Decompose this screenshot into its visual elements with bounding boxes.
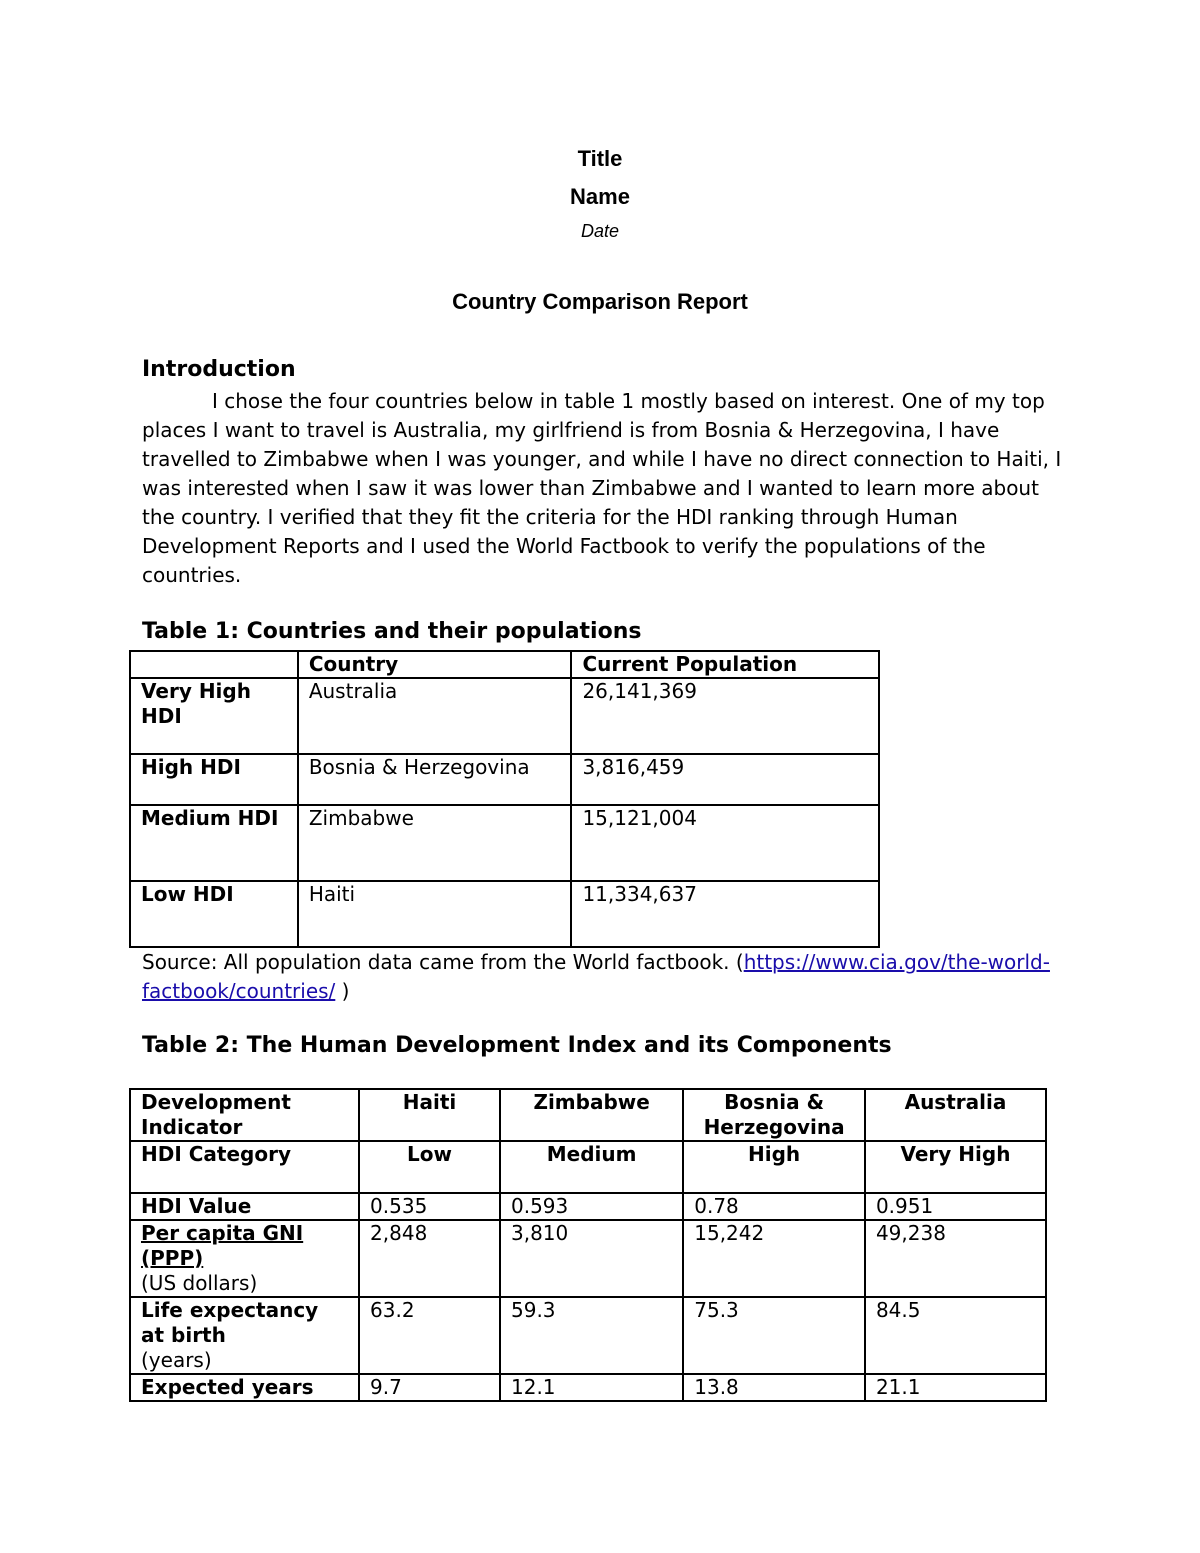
table-cell: 0.535 xyxy=(359,1193,500,1220)
table-cell: 21.1 xyxy=(865,1374,1046,1401)
table-header-cell: Current Population xyxy=(571,651,879,678)
table-cell: 15,242 xyxy=(683,1220,865,1297)
row-label-cell xyxy=(130,1220,359,1297)
table-row xyxy=(130,1374,1046,1401)
row-label: HDI Value xyxy=(130,1193,359,1220)
table-cell: 63.2 xyxy=(359,1297,500,1374)
report-title: Country Comparison Report xyxy=(452,289,748,314)
hdi-category-cell: Medium HDI xyxy=(130,805,298,881)
table-cell: 0.78 xyxy=(683,1193,865,1220)
hdi-category-cell: Low HDI xyxy=(130,881,298,947)
row-label: Expected years xyxy=(130,1374,359,1401)
country-cell: Haiti xyxy=(298,881,572,947)
table-row xyxy=(130,881,879,947)
country-cell: Zimbabwe xyxy=(298,805,572,881)
table-cell: 59.3 xyxy=(500,1297,683,1374)
author-name: Name xyxy=(570,184,630,209)
table-header-cell: Country xyxy=(298,651,572,678)
populations-table xyxy=(129,650,880,948)
population-cell: 15,121,004 xyxy=(571,805,879,881)
table-row xyxy=(130,1220,1046,1297)
table-cell: 9.7 xyxy=(359,1374,500,1401)
table1-source xyxy=(142,948,1067,1006)
table-header-cell: Zimbabwe xyxy=(500,1089,683,1141)
population-cell: 26,141,369 xyxy=(571,678,879,754)
table-row xyxy=(130,1193,1046,1220)
introduction-heading: Introduction xyxy=(142,357,296,382)
table-header-row xyxy=(130,1089,1046,1141)
population-cell: 11,334,637 xyxy=(571,881,879,947)
document-date: Date xyxy=(580,221,620,241)
row-label: Life expectancy at birth xyxy=(141,1298,319,1347)
table-cell: 2,848 xyxy=(359,1220,500,1297)
document-title: Title xyxy=(577,146,623,171)
table-cell: 0.951 xyxy=(865,1193,1046,1220)
table-header-cell: Haiti xyxy=(359,1089,500,1141)
source-prefix: Source: All population data came from the World factbook. ( xyxy=(142,950,744,974)
hdi-components-table xyxy=(129,1088,1047,1402)
table-cell: Low xyxy=(359,1141,500,1193)
table-cell: 84.5 xyxy=(865,1297,1046,1374)
table-cell: High xyxy=(683,1141,865,1193)
table-header-cell xyxy=(130,651,298,678)
table-cell: Medium xyxy=(500,1141,683,1193)
row-unit: (years) xyxy=(141,1348,212,1372)
table-row xyxy=(130,678,879,754)
country-cell: Bosnia & Herzegovina xyxy=(298,754,572,805)
table-cell: 75.3 xyxy=(683,1297,865,1374)
table2-caption: Table 2: The Human Development Index and its Components xyxy=(142,1033,892,1058)
factbook-link[interactable]: https://www.cia.gov/the-world-factbook/countries/ xyxy=(142,950,1050,1003)
row-label-cell xyxy=(130,1297,359,1374)
hdi-category-cell: Very High HDI xyxy=(130,678,298,754)
table-cell: 3,810 xyxy=(500,1220,683,1297)
source-suffix: ) xyxy=(335,979,350,1003)
row-unit: (US dollars) xyxy=(141,1271,258,1295)
table-header-cell: Australia xyxy=(865,1089,1046,1141)
population-cell: 3,816,459 xyxy=(571,754,879,805)
country-cell: Australia xyxy=(298,678,572,754)
table-row xyxy=(130,1297,1046,1374)
row-label[interactable]: Per capita GNI (PPP) xyxy=(141,1221,304,1270)
table-row xyxy=(130,754,879,805)
introduction-paragraph: I chose the four countries below in table 1 mostly based on interest. One of my top places I want to travel is Australia, my girlfriend is from Bosnia & Herzegovina, I have travelled to Zimbabwe when I was younger, and while I have no direct connection to Haiti, I was interested when I saw it was lower than Zimbabwe and I wanted to learn more about the country. I verified that they fit the criteria for the HDI ranking through Human Development Reports and I used the World Factbook to verify the populations of the countries. xyxy=(142,389,1062,587)
table-row xyxy=(130,805,879,881)
hdi-category-cell: High HDI xyxy=(130,754,298,805)
table-header-cell: Bosnia & Herzegovina xyxy=(683,1089,865,1141)
table-cell: 13.8 xyxy=(683,1374,865,1401)
table1-caption: Table 1: Countries and their populations xyxy=(142,619,642,644)
table-cell: Very High xyxy=(865,1141,1046,1193)
table-cell: 0.593 xyxy=(500,1193,683,1220)
table-cell: 12.1 xyxy=(500,1374,683,1401)
table-cell: 49,238 xyxy=(865,1220,1046,1297)
row-label: HDI Category xyxy=(130,1141,359,1193)
table-header-row xyxy=(130,651,879,678)
table-header-cell: Development Indicator xyxy=(130,1089,359,1141)
table-row xyxy=(130,1141,1046,1193)
